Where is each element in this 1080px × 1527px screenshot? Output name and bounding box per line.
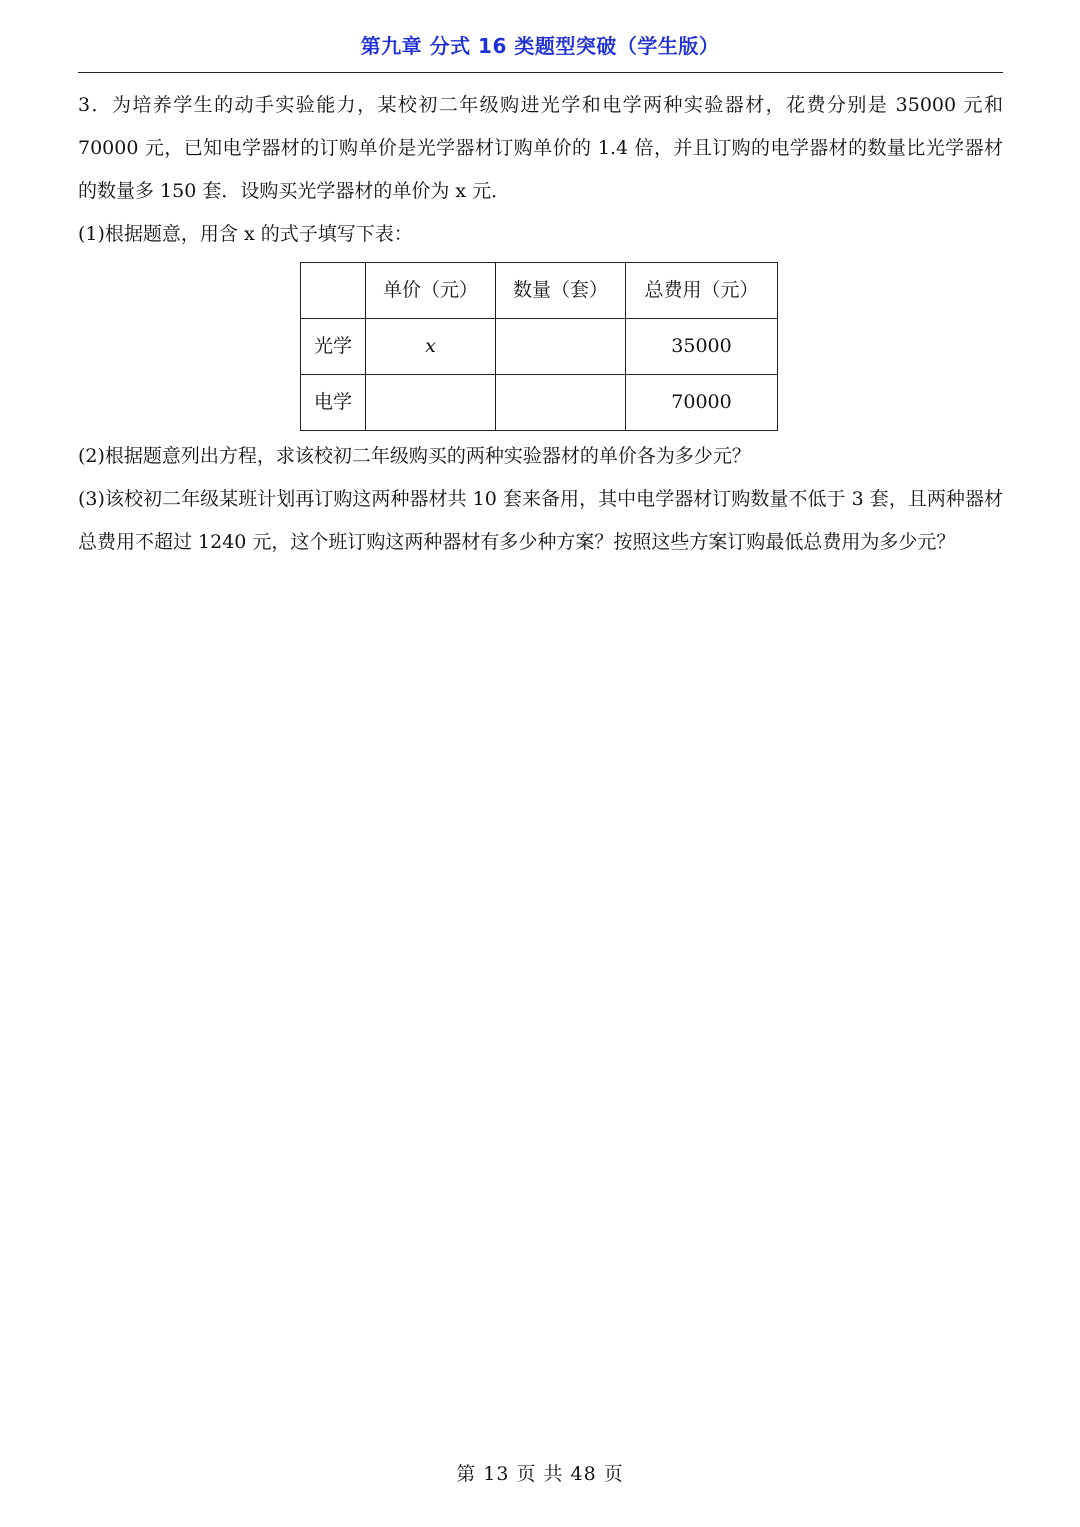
table-cell xyxy=(366,375,496,431)
table-row xyxy=(301,375,778,431)
table-cell: 70000 xyxy=(626,375,778,431)
table-cell: 光学 xyxy=(301,319,366,375)
table-header-cell: 单价（元） xyxy=(366,263,496,319)
fill-in-table xyxy=(300,262,778,431)
table-header-cell xyxy=(301,263,366,319)
table-row xyxy=(301,319,778,375)
problem-part-3: (3)该校初二年级某班计划再订购这两种器材共 10 套来备用，其中电学器材订购数量不低于 3 套，且两种器材总费用不超过 1240 元，这个班订购这两种器材有多少种方案？按照这些方案订购最低总费用为多少元？ xyxy=(78,488,1003,553)
header-divider xyxy=(78,72,1003,73)
table-header-cell: 数量（套） xyxy=(496,263,626,319)
table-cell xyxy=(496,375,626,431)
table-cell xyxy=(496,319,626,375)
table-header-cell: 总费用（元） xyxy=(626,263,778,319)
problem-intro: 3．为培养学生的动手实验能力，某校初二年级购进光学和电学两种实验器材，花费分别是 35000 元和 70000 元，已知电学器材的订购单价是光学器材订购单价的 1.4 倍，并且订购的电学器材的数量比光学器材的数量多 150 套．设购买光学器材的单价为 x 元． xyxy=(78,94,1003,202)
page-number-footer: 第 13 页 共 48 页 xyxy=(456,1463,624,1485)
table-cell: x xyxy=(366,319,496,375)
problem-part-1: (1)根据题意，用含 x 的式子填写下表： xyxy=(78,223,413,245)
table-header-row xyxy=(301,263,778,319)
page-header-title: 第九章 分式 16 类题型突破（学生版） xyxy=(360,34,720,58)
problem-part-2: (2)根据题意列出方程，求该校初二年级购买的两种实验器材的单价各为多少元？ xyxy=(78,445,751,467)
problem-content xyxy=(78,84,1003,564)
table-cell: 35000 xyxy=(626,319,778,375)
table-cell: 电学 xyxy=(301,375,366,431)
